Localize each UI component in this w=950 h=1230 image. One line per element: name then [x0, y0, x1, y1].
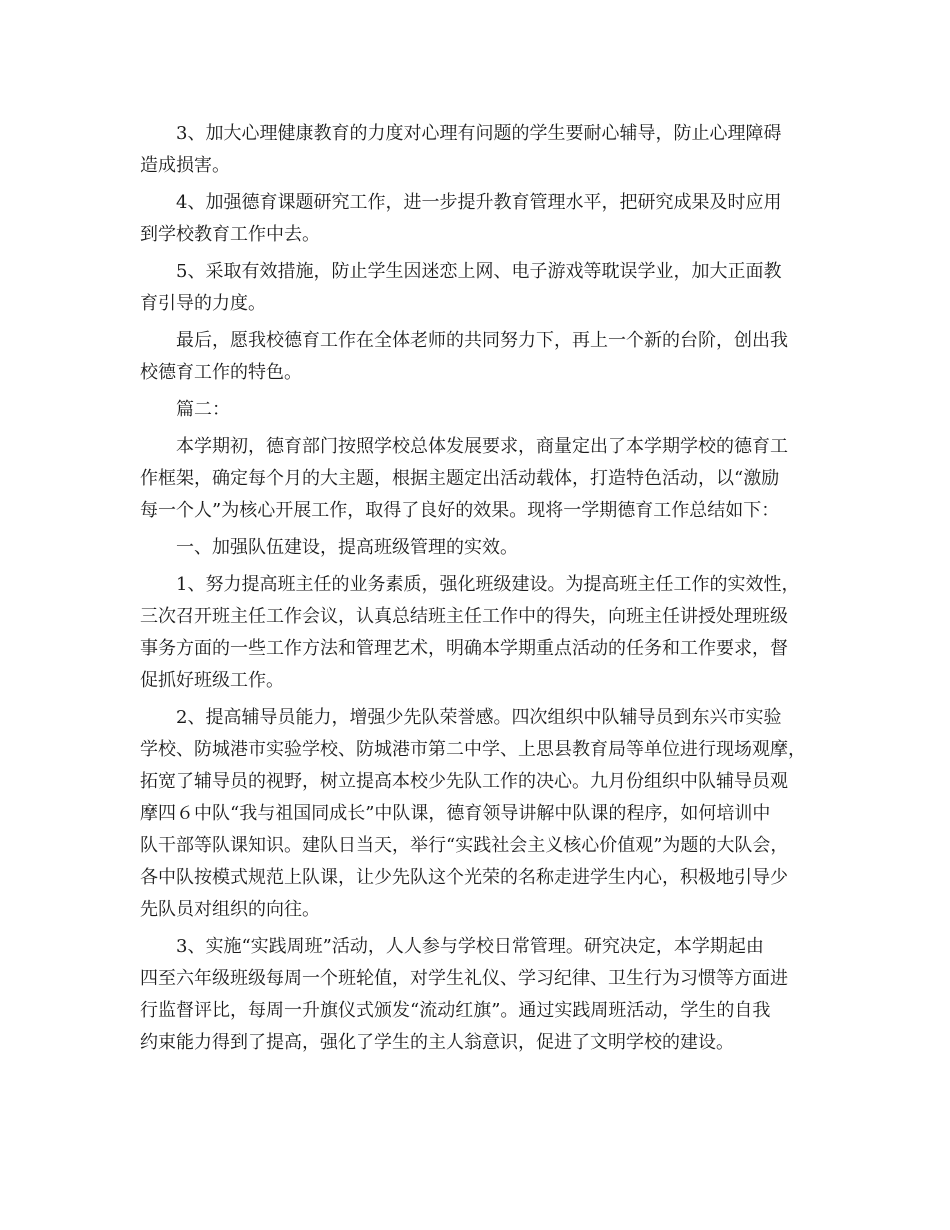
text-line: 3、加大心理健康教育的力度对心理有问题的学生要耐心辅导，防止心理障碍 [176, 123, 782, 144]
paragraph [140, 118, 812, 182]
text-line: 促抓好班级工作。 [140, 670, 284, 691]
text-line: 约束能力得到了提高，强化了学生的主人翁意识，促进了文明学校的建设。 [140, 1032, 734, 1053]
text-line: 2、提高辅导员能力，增强少先队荣誉感。四次组织中队辅导员到东兴市实验 [176, 707, 782, 728]
text-line: 3、实施“实践周班”活动，人人参与学校日常管理。研究决定，本学期起由 [176, 936, 764, 957]
text-line: 先队员对组织的向往。 [140, 899, 320, 920]
paragraph [140, 569, 812, 697]
text-line: 1、努力提高班主任的业务素质，强化班级建设。为提高班主任工作的实效性， [176, 574, 800, 595]
text-line: 事务方面的一些工作方法和管理艺术，明确本学期重点活动的任务和工作要求，督 [140, 638, 788, 659]
text-line: 到学校教育工作中去。 [140, 224, 320, 245]
text-line: 行监督评比，每周一升旗仪式颁发“流动红旗”。通过实践周班活动，学生的自我 [140, 1000, 771, 1021]
text-line: 5、采取有效措施，防止学生因迷恋上网、电子游戏等耽误学业，加大正面教 [176, 261, 782, 282]
paragraph [140, 931, 812, 1059]
paragraph [140, 702, 812, 926]
text-line: 每一个人”为核心开展工作，取得了良好的效果。现将一学期德育工作总结如下： [140, 500, 780, 521]
paragraph [140, 187, 812, 251]
text-line: 校德育工作的特色。 [140, 362, 302, 383]
paragraph [140, 256, 812, 320]
paragraph [140, 394, 812, 426]
text-line: 各中队按模式规范上队课，让少先队这个光荣的名称走进学生内心，积极地引导少 [140, 867, 788, 888]
text-line: 作框架，确定每个月的大主题，根据主题定出活动载体，打造特色活动，以“激励 [140, 468, 780, 489]
paragraph [140, 431, 812, 527]
text-line: 拓宽了辅导员的视野，树立提高本校少先队工作的决心。九月份组织中队辅导员观 [140, 771, 788, 792]
text-line: 学校、防城港市实验学校、防城港市第二中学、上思县教育局等单位进行现场观摩， [140, 739, 806, 760]
paragraph [140, 325, 812, 389]
text-line: 育引导的力度。 [140, 293, 266, 314]
text-line: 篇二： [176, 399, 230, 420]
text-line: 造成损害。 [140, 155, 230, 176]
paragraph [140, 532, 812, 564]
document-body [140, 118, 812, 1064]
text-line: 4、加强德育课题研究工作，进一步提升教育管理水平，把研究成果及时应用 [176, 192, 782, 213]
text-line: 四至六年级班级每周一个班轮值，对学生礼仪、学习纪律、卫生行为习惯等方面进 [140, 968, 788, 989]
text-line: 摩四６中队“我与祖国同成长”中队课，德育领导讲解中队课的程序，如何培训中 [140, 803, 771, 824]
text-line: 队干部等队课知识。建队日当天，举行“实践社会主义核心价值观”为题的大队会， [140, 835, 789, 856]
text-line: 一、加强队伍建设，提高班级管理的实效。 [176, 537, 518, 558]
text-line: 本学期初，德育部门按照学校总体发展要求，商量定出了本学期学校的德育工 [176, 436, 788, 457]
text-line: 三次召开班主任工作会议，认真总结班主任工作中的得失，向班主任讲授处理班级 [140, 606, 788, 627]
text-line: 最后，愿我校德育工作在全体老师的共同努力下，再上一个新的台阶，创出我 [176, 330, 788, 351]
